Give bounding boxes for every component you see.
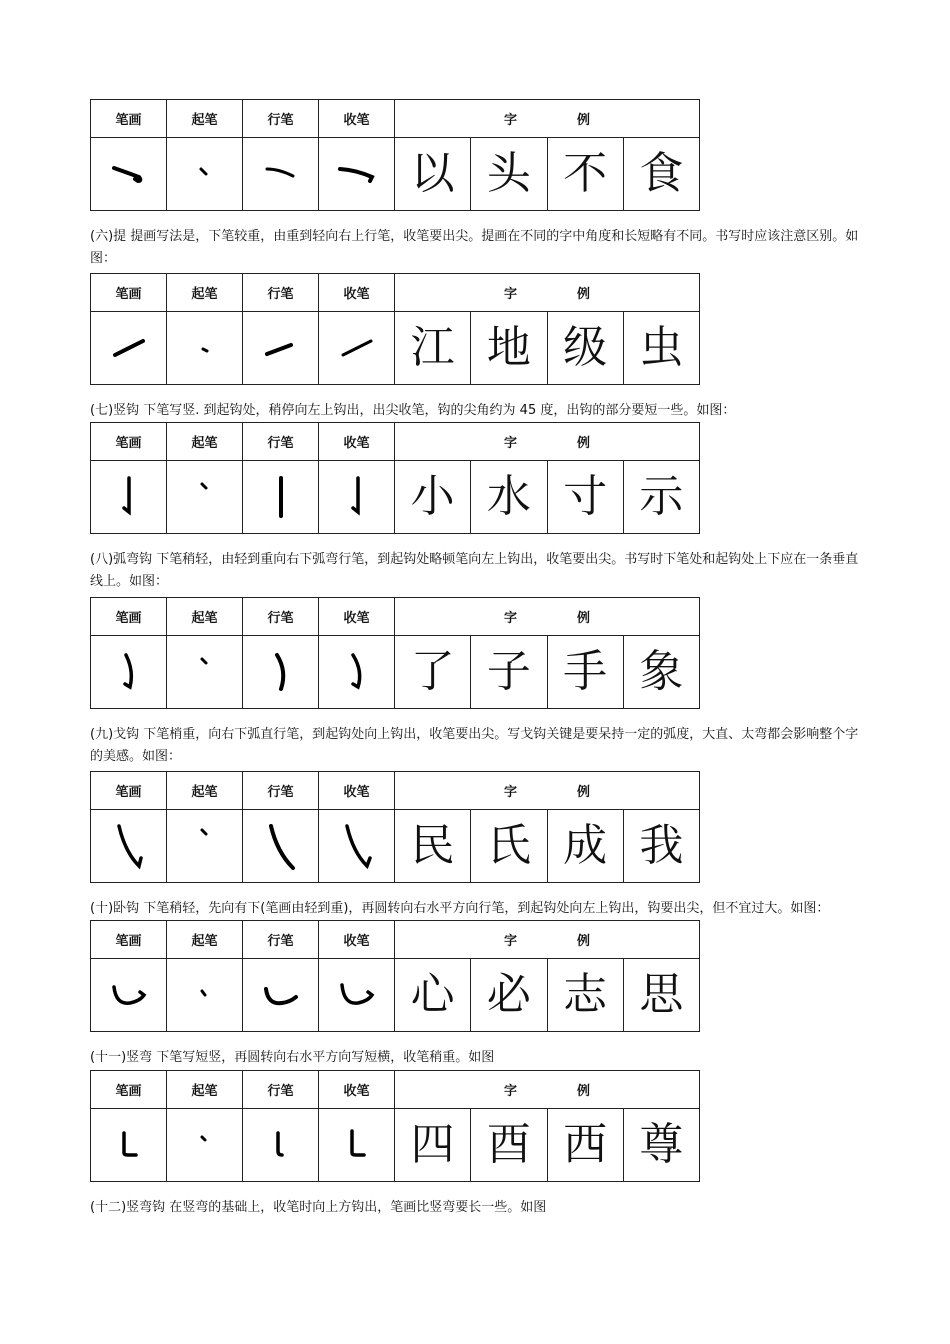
header-start: 起笔 [167, 274, 243, 312]
finish-image [319, 636, 395, 709]
finish-image [319, 1109, 395, 1182]
xiegou-stroke-full-icon [109, 818, 149, 874]
header-finish: 收笔 [319, 772, 395, 810]
move-image [243, 636, 319, 709]
start-image [167, 810, 243, 883]
header-stroke: 笔画 [91, 274, 167, 312]
shugou-stroke-full-icon [114, 472, 144, 522]
stroke-image [91, 138, 167, 211]
table-body-row [91, 810, 700, 883]
example-char: 我 [623, 810, 699, 883]
header-start: 起笔 [167, 1071, 243, 1109]
header-ex-char-1: 字 [503, 934, 517, 949]
table-header-row [91, 772, 700, 810]
shuwan-stroke-full-icon [114, 1125, 144, 1165]
start-image [167, 138, 243, 211]
example-char: 子 [471, 636, 547, 709]
header-examples [395, 772, 700, 810]
header-ex-char-2: 例 [577, 113, 591, 128]
header-ex-char-1: 字 [503, 611, 517, 626]
start-dot-icon [190, 333, 220, 363]
wogou-move-icon [258, 975, 304, 1015]
start-dot-icon [190, 647, 220, 697]
shugou-finish-icon [342, 472, 372, 522]
shuwan-finish-icon [342, 1125, 372, 1165]
wangou-move-icon [266, 647, 296, 697]
header-start: 起笔 [167, 921, 243, 959]
header-finish: 收笔 [319, 100, 395, 138]
move-image [243, 312, 319, 385]
example-char: 地 [471, 312, 547, 385]
header-stroke: 笔画 [91, 772, 167, 810]
start-dot-icon [190, 975, 220, 1015]
header-finish: 收笔 [319, 274, 395, 312]
xiegou-finish-icon [337, 818, 377, 874]
start-image [167, 312, 243, 385]
stroke-table-3 [90, 422, 700, 534]
table-body-row [91, 636, 700, 709]
header-examples [395, 1071, 700, 1109]
table-body-row [91, 312, 700, 385]
header-stroke: 笔画 [91, 100, 167, 138]
example-char: 四 [395, 1109, 471, 1182]
stroke-table-1 [90, 99, 700, 211]
example-char: 级 [547, 312, 623, 385]
ti-finish-icon [337, 333, 377, 363]
header-ex-char-1: 字 [503, 785, 517, 800]
example-char: 民 [395, 810, 471, 883]
example-char: 虫 [623, 312, 699, 385]
finish-image [319, 312, 395, 385]
header-examples [395, 274, 700, 312]
table-header-row [91, 274, 700, 312]
header-finish: 收笔 [319, 598, 395, 636]
start-dot-icon [190, 472, 220, 522]
finish-image [319, 461, 395, 534]
example-char: 必 [471, 959, 547, 1032]
table-body-row [91, 461, 700, 534]
header-examples [395, 598, 700, 636]
header-examples [395, 921, 700, 959]
header-stroke: 笔画 [91, 1071, 167, 1109]
finish-image [319, 959, 395, 1032]
stroke-image [91, 810, 167, 883]
example-char: 心 [395, 959, 471, 1032]
xiegou-move-icon [261, 818, 301, 874]
start-dot-icon [190, 1125, 220, 1165]
example-char: 食 [623, 138, 699, 211]
start-image [167, 1109, 243, 1182]
example-char: 水 [471, 461, 547, 534]
header-ex-char-1: 字 [503, 113, 517, 128]
header-finish: 收笔 [319, 1071, 395, 1109]
dian-finish-icon [332, 159, 382, 189]
header-move: 行笔 [243, 1071, 319, 1109]
header-move: 行笔 [243, 100, 319, 138]
header-ex-char-2: 例 [577, 287, 591, 302]
stroke-image [91, 959, 167, 1032]
example-char: 尊 [623, 1109, 699, 1182]
example-char: 手 [547, 636, 623, 709]
stroke-table-2 [90, 273, 700, 385]
example-char: 示 [623, 461, 699, 534]
table-body-row [91, 1109, 700, 1182]
header-ex-char-2: 例 [577, 934, 591, 949]
header-ex-char-1: 字 [503, 287, 517, 302]
table-body-row [91, 138, 700, 211]
stroke-table-7 [90, 1070, 700, 1182]
start-dot-icon [190, 818, 220, 874]
table-header-row [91, 1071, 700, 1109]
example-char: 思 [623, 959, 699, 1032]
example-char: 江 [395, 312, 471, 385]
example-char: 头 [471, 138, 547, 211]
dian-move-icon [261, 159, 301, 189]
stroke-image [91, 461, 167, 534]
paragraph-8: (八)弧弯钩 下笔稍轻，由轻到重向右下弧弯行笔，到起钩处略顿笔向左上钩出，收笔要出尖。书写时下笔处和起钩处上下应在一条垂直线上。如图： [90, 552, 859, 589]
header-move: 行笔 [243, 274, 319, 312]
header-finish: 收笔 [319, 423, 395, 461]
dian-stroke-full-icon [109, 159, 149, 189]
shugou-move-icon [266, 472, 296, 522]
paragraph-9: (九)戈钩 下笔梢重，向右下弧直行笔，到起钩处向上钩出，收笔要出尖。写戈钩关键是要呆持一定的弧度，大直、太弯都会影响整个字的美感。如图： [90, 727, 859, 764]
move-image [243, 810, 319, 883]
header-move: 行笔 [243, 423, 319, 461]
example-char: 成 [547, 810, 623, 883]
paragraph-10: (十)卧钩 下笔稍轻，先向有下(笔画由轻到重)，再圆转向右水平方向行笔，到起钩处向左上钩出，钩要出尖，但不宜过大。如图： [90, 901, 830, 916]
start-image [167, 461, 243, 534]
wogou-stroke-full-icon [106, 975, 152, 1015]
header-ex-char-2: 例 [577, 436, 591, 451]
stroke-image [91, 312, 167, 385]
example-char: 酉 [471, 1109, 547, 1182]
ti-stroke-full-icon [109, 333, 149, 363]
stroke-table-6 [90, 920, 700, 1032]
header-stroke: 笔画 [91, 921, 167, 959]
example-char: 氏 [471, 810, 547, 883]
stroke-image [91, 1109, 167, 1182]
paragraph-7: (七)竖钩 下笔写竖. 到起钩处，稍停向左上钩出，出尖收笔，钩的尖角约为 45 度，出钩的部分要短一些。如图： [90, 403, 736, 418]
wangou-stroke-full-icon [114, 647, 144, 697]
header-move: 行笔 [243, 598, 319, 636]
header-ex-char-2: 例 [577, 611, 591, 626]
wogou-finish-icon [334, 975, 380, 1015]
stroke-image [91, 636, 167, 709]
header-ex-char-2: 例 [577, 785, 591, 800]
header-move: 行笔 [243, 921, 319, 959]
move-image [243, 461, 319, 534]
move-image [243, 138, 319, 211]
start-image [167, 959, 243, 1032]
paragraph-11: (十一)竖弯 下笔写短竖，再圆转向右水平方向写短横，收笔稍重。如图 [90, 1050, 495, 1065]
table-header-row [91, 921, 700, 959]
shuwan-move-icon [266, 1125, 296, 1165]
ti-move-icon [261, 333, 301, 363]
table-body-row [91, 959, 700, 1032]
header-start: 起笔 [167, 598, 243, 636]
example-char: 了 [395, 636, 471, 709]
move-image [243, 959, 319, 1032]
example-char: 志 [547, 959, 623, 1032]
finish-image [319, 810, 395, 883]
example-char: 寸 [547, 461, 623, 534]
header-start: 起笔 [167, 423, 243, 461]
example-char: 不 [547, 138, 623, 211]
stroke-table-5 [90, 771, 700, 883]
wangou-finish-icon [342, 647, 372, 697]
header-stroke: 笔画 [91, 423, 167, 461]
header-ex-char-1: 字 [503, 1084, 517, 1099]
header-examples [395, 423, 700, 461]
example-char: 以 [395, 138, 471, 211]
example-char: 小 [395, 461, 471, 534]
move-image [243, 1109, 319, 1182]
header-start: 起笔 [167, 100, 243, 138]
table-header-row [91, 100, 700, 138]
header-move: 行笔 [243, 772, 319, 810]
header-ex-char-1: 字 [503, 436, 517, 451]
paragraph-6: (六)提 提画写法是，下笔较重，由重到轻向右上行笔，收笔要出尖。提画在不同的字中角度和长短略有不同。书写时应该注意区别。如图： [90, 229, 859, 266]
header-finish: 收笔 [319, 921, 395, 959]
start-dot-icon [190, 159, 220, 189]
stroke-table-4 [90, 597, 700, 709]
example-char: 西 [547, 1109, 623, 1182]
header-stroke: 笔画 [91, 598, 167, 636]
example-char: 象 [623, 636, 699, 709]
header-ex-char-2: 例 [577, 1084, 591, 1099]
header-start: 起笔 [167, 772, 243, 810]
header-examples [395, 100, 700, 138]
finish-image [319, 138, 395, 211]
paragraph-12: (十二)竖弯钩 在竖弯的基础上，收笔时向上方钩出，笔画比竖弯要长一些。如图 [90, 1200, 547, 1215]
start-image [167, 636, 243, 709]
table-header-row [91, 423, 700, 461]
table-header-row [91, 598, 700, 636]
